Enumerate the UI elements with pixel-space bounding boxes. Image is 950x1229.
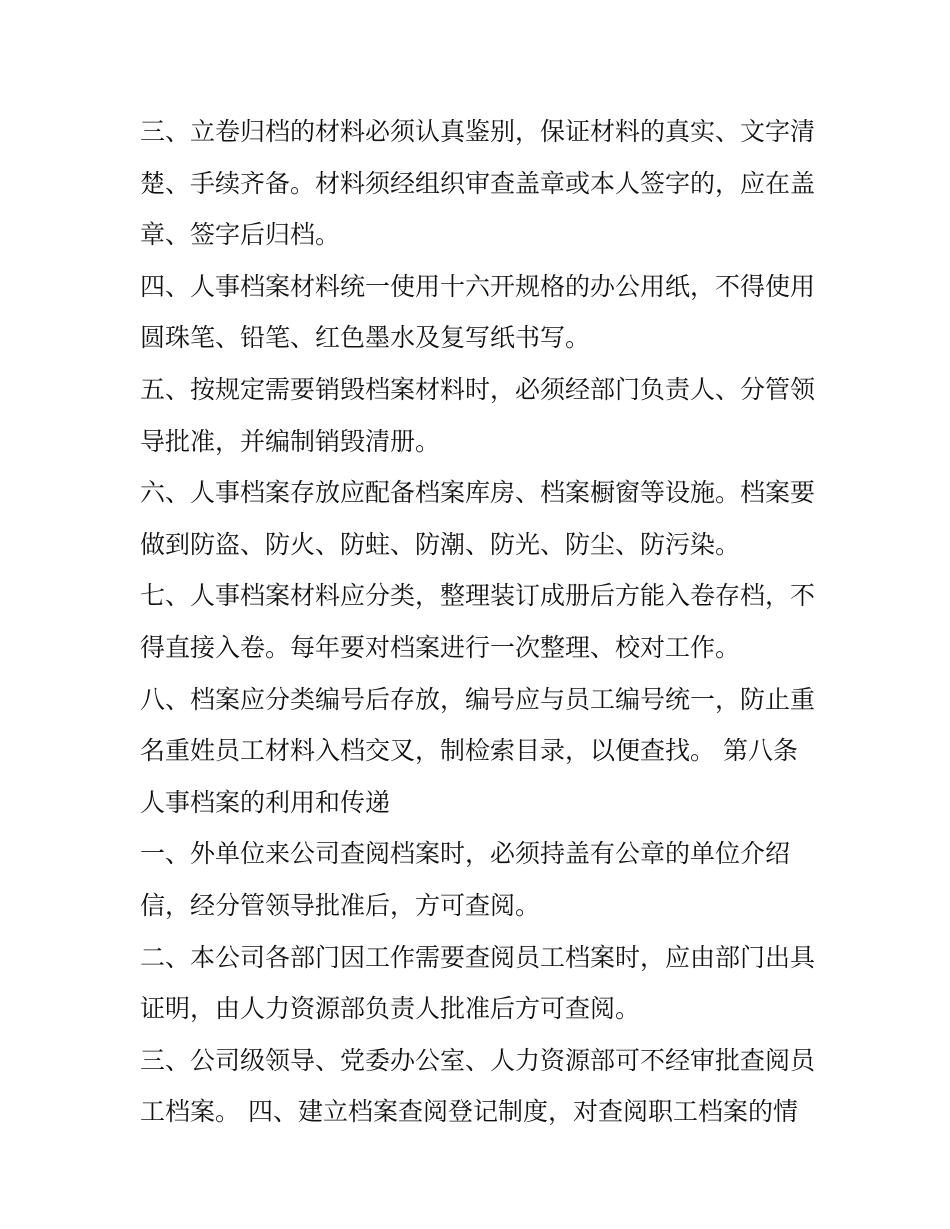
text-line: 一、外单位来公司查阅档案时，必须持盖有公章的单位介绍 (140, 839, 791, 869)
text-line: 工档案。 四、建立档案查阅登记制度，对查阅职工档案的情 (140, 1097, 798, 1127)
text-line: 二、本公司各部门因工作需要查阅员工档案时，应由部门出具 (140, 942, 816, 972)
text-line: 楚、手续齐备。材料须经组织审查盖章或本人签字的，应在盖 (140, 168, 816, 198)
text-line: 七、人事档案材料应分类，整理装订成册后方能入卷存档，不 (140, 581, 816, 611)
text-line: 证明，由人力资源部负责人批准后方可查阅。 (140, 994, 641, 1024)
text-line: 章、签字后归档。 (140, 220, 341, 250)
section-heading: 人事档案的利用和传递 (140, 787, 391, 817)
text-line: 四、人事档案材料统一使用十六开规格的办公用纸，不得使用 (140, 271, 816, 301)
text-line: 圆珠笔、铅笔、红色墨水及复写纸书写。 (140, 323, 591, 353)
text-line: 八、档案应分类编号后存放，编号应与员工编号统一，防止重 (140, 684, 816, 714)
text-line: 名重姓员工材料入档交叉，制检索目录，以便查找。 第八条 (140, 736, 798, 766)
text-line: 三、公司级领导、党委办公室、人力资源部可不经审批查阅员 (140, 1045, 816, 1075)
text-line: 导批准，并编制销毁清册。 (140, 426, 441, 456)
text-line: 信，经分管领导批准后，方可查阅。 (140, 890, 541, 920)
text-line: 六、人事档案存放应配备档案库房、档案橱窗等设施。档案要 (140, 478, 816, 508)
text-line: 做到防盗、防火、防蛀、防潮、防光、防尘、防污染。 (140, 529, 741, 559)
text-line: 三、立卷归档的材料必须认真鉴别，保证材料的真实、文字清 (140, 117, 816, 146)
text-line: 五、按规定需要销毁档案材料时，必须经部门负责人、分管领 (140, 374, 816, 404)
document-body (140, 106, 830, 1138)
text-line: 得直接入卷。每年要对档案进行一次整理、校对工作。 (140, 632, 741, 662)
